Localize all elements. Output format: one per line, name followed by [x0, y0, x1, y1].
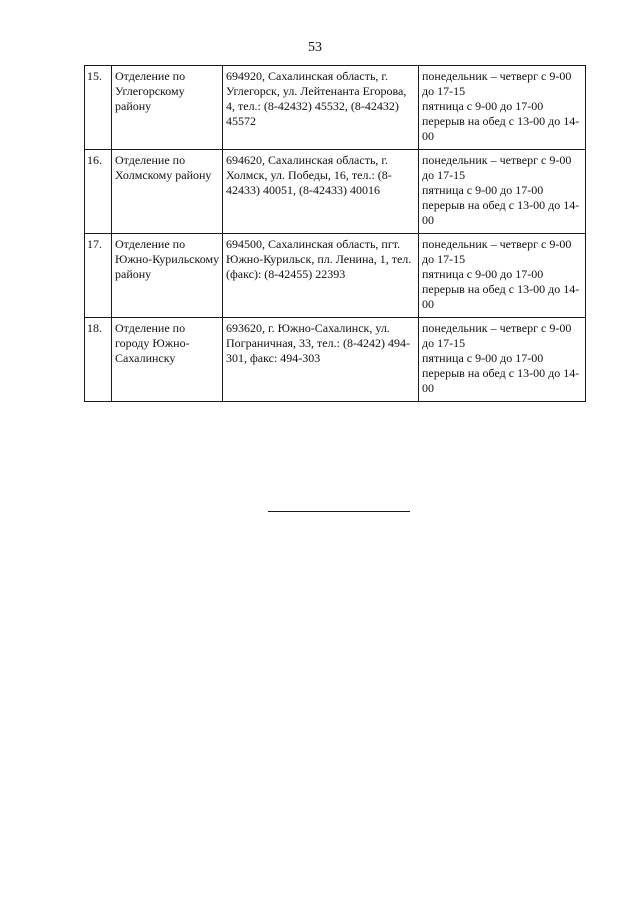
hours-friday: пятница с 9-00 до 17-00 [422, 267, 544, 281]
table-row [85, 150, 586, 234]
hours-friday: пятница с 9-00 до 17-00 [422, 183, 544, 197]
office-address: 694500, Сахалинская область, пгт. Южно-Курильск, пл. Ленина, 1, тел. (факс): (8-42455) 22393 [223, 234, 419, 318]
row-number: 18. [85, 318, 112, 402]
hours-lunch-break: перерыв на обед с 13-00 до 14-00 [422, 198, 580, 227]
hours-weekdays: понедельник – четверг с 9-00 до 17-15 [422, 69, 572, 98]
office-hours [419, 318, 586, 402]
hours-weekdays: понедельник – четверг с 9-00 до 17-15 [422, 321, 572, 350]
table-row [85, 66, 586, 150]
office-hours [419, 66, 586, 150]
hours-friday: пятница с 9-00 до 17-00 [422, 351, 544, 365]
page-number: 53 [308, 40, 322, 55]
office-name: Отделение по Южно-Курильскому району [112, 234, 223, 318]
office-name: Отделение по Углегорскому району [112, 66, 223, 150]
office-name: Отделение по городу Южно-Сахалинску [112, 318, 223, 402]
hours-lunch-break: перерыв на обед с 13-00 до 14-00 [422, 114, 580, 143]
office-address: 694920, Сахалинская область, г. Углегорск, ул. Лейтенанта Егорова, 4, тел.: (8-42432) 45532, (8-42432) 45572 [223, 66, 419, 150]
row-number: 15. [85, 66, 112, 150]
hours-lunch-break: перерыв на обед с 13-00 до 14-00 [422, 366, 580, 395]
office-hours [419, 150, 586, 234]
hours-weekdays: понедельник – четверг с 9-00 до 17-15 [422, 153, 572, 182]
hours-friday: пятница с 9-00 до 17-00 [422, 99, 544, 113]
office-name: Отделение по Холмскому району [112, 150, 223, 234]
offices-table [84, 65, 586, 402]
table-row [85, 234, 586, 318]
end-rule-divider [268, 511, 410, 512]
table-row [85, 318, 586, 402]
hours-lunch-break: перерыв на обед с 13-00 до 14-00 [422, 282, 580, 311]
hours-weekdays: понедельник – четверг с 9-00 до 17-15 [422, 237, 572, 266]
office-address: 693620, г. Южно-Сахалинск, ул. Пограничная, 33, тел.: (8-4242) 494-301, факс: 494-303 [223, 318, 419, 402]
office-address: 694620, Сахалинская область, г. Холмск, ул. Победы, 16, тел.: (8-42433) 40051, (8-42433) 40016 [223, 150, 419, 234]
row-number: 17. [85, 234, 112, 318]
row-number: 16. [85, 150, 112, 234]
office-hours [419, 234, 586, 318]
